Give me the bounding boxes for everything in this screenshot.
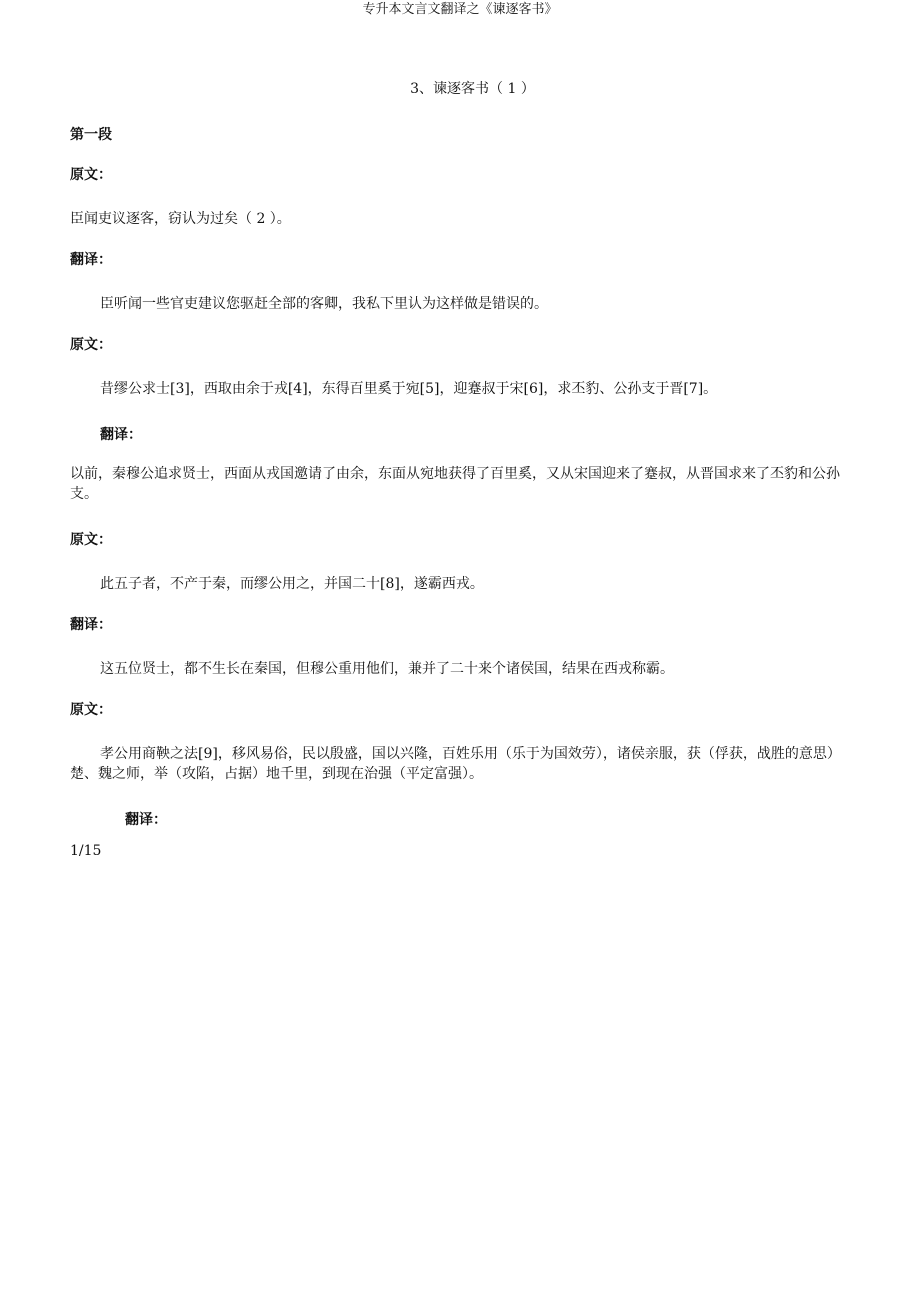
document-title: 3、谏逐客书（ 1 ） xyxy=(410,81,535,97)
translation-label: 翻译： xyxy=(70,252,112,268)
translation-text: 臣听闻一些官吏建议您驱赶全部的客卿，我私下里认为这样做是错误的。 xyxy=(100,296,548,312)
original-text: 孝公用商鞅之法[9]，移风易俗，民以殷盛，国以兴隆，百姓乐用（乐于为国效劳），诸侯亲服，获（俘获，战胜的意思）楚、魏之师，举（攻陷，占据）地千里，到现在治强（平定富强）。 xyxy=(70,746,841,782)
translation-label: 翻译： xyxy=(100,427,142,443)
section-heading: 第一段 xyxy=(70,127,112,143)
original-text: 臣闻吏议逐客，窃认为过矣（ 2 ）。 xyxy=(70,211,291,227)
translation-text: 以前，秦穆公追求贤士，西面从戎国邀请了由余，东面从宛地获得了百里奚，又从宋国迎来了蹇叔，从晋国求来了丕豹和公孙支。 xyxy=(70,466,840,502)
translation-label: 翻译： xyxy=(70,617,112,633)
page-number: 1/15 xyxy=(70,843,102,859)
original-label: 原文： xyxy=(70,702,112,718)
translation-label: 翻译： xyxy=(125,812,167,828)
translation-text: 这五位贤士，都不生长在秦国，但穆公重用他们，兼并了二十来个诸侯国，结果在西戎称霸。 xyxy=(100,661,674,677)
original-label: 原文： xyxy=(70,532,112,548)
original-text: 昔缪公求士[3]，西取由余于戎[4]，东得百里奚于宛[5]，迎蹇叔于宋[6]，求丕豹、公孙支于晋[7]。 xyxy=(100,381,718,397)
original-label: 原文： xyxy=(70,337,112,353)
original-text: 此五子者，不产于秦，而缪公用之，并国二十[8]，遂霸西戎。 xyxy=(100,576,484,592)
original-label: 原文： xyxy=(70,167,112,183)
document-header: 专升本文言文翻译之《谏逐客书》 xyxy=(362,2,558,17)
